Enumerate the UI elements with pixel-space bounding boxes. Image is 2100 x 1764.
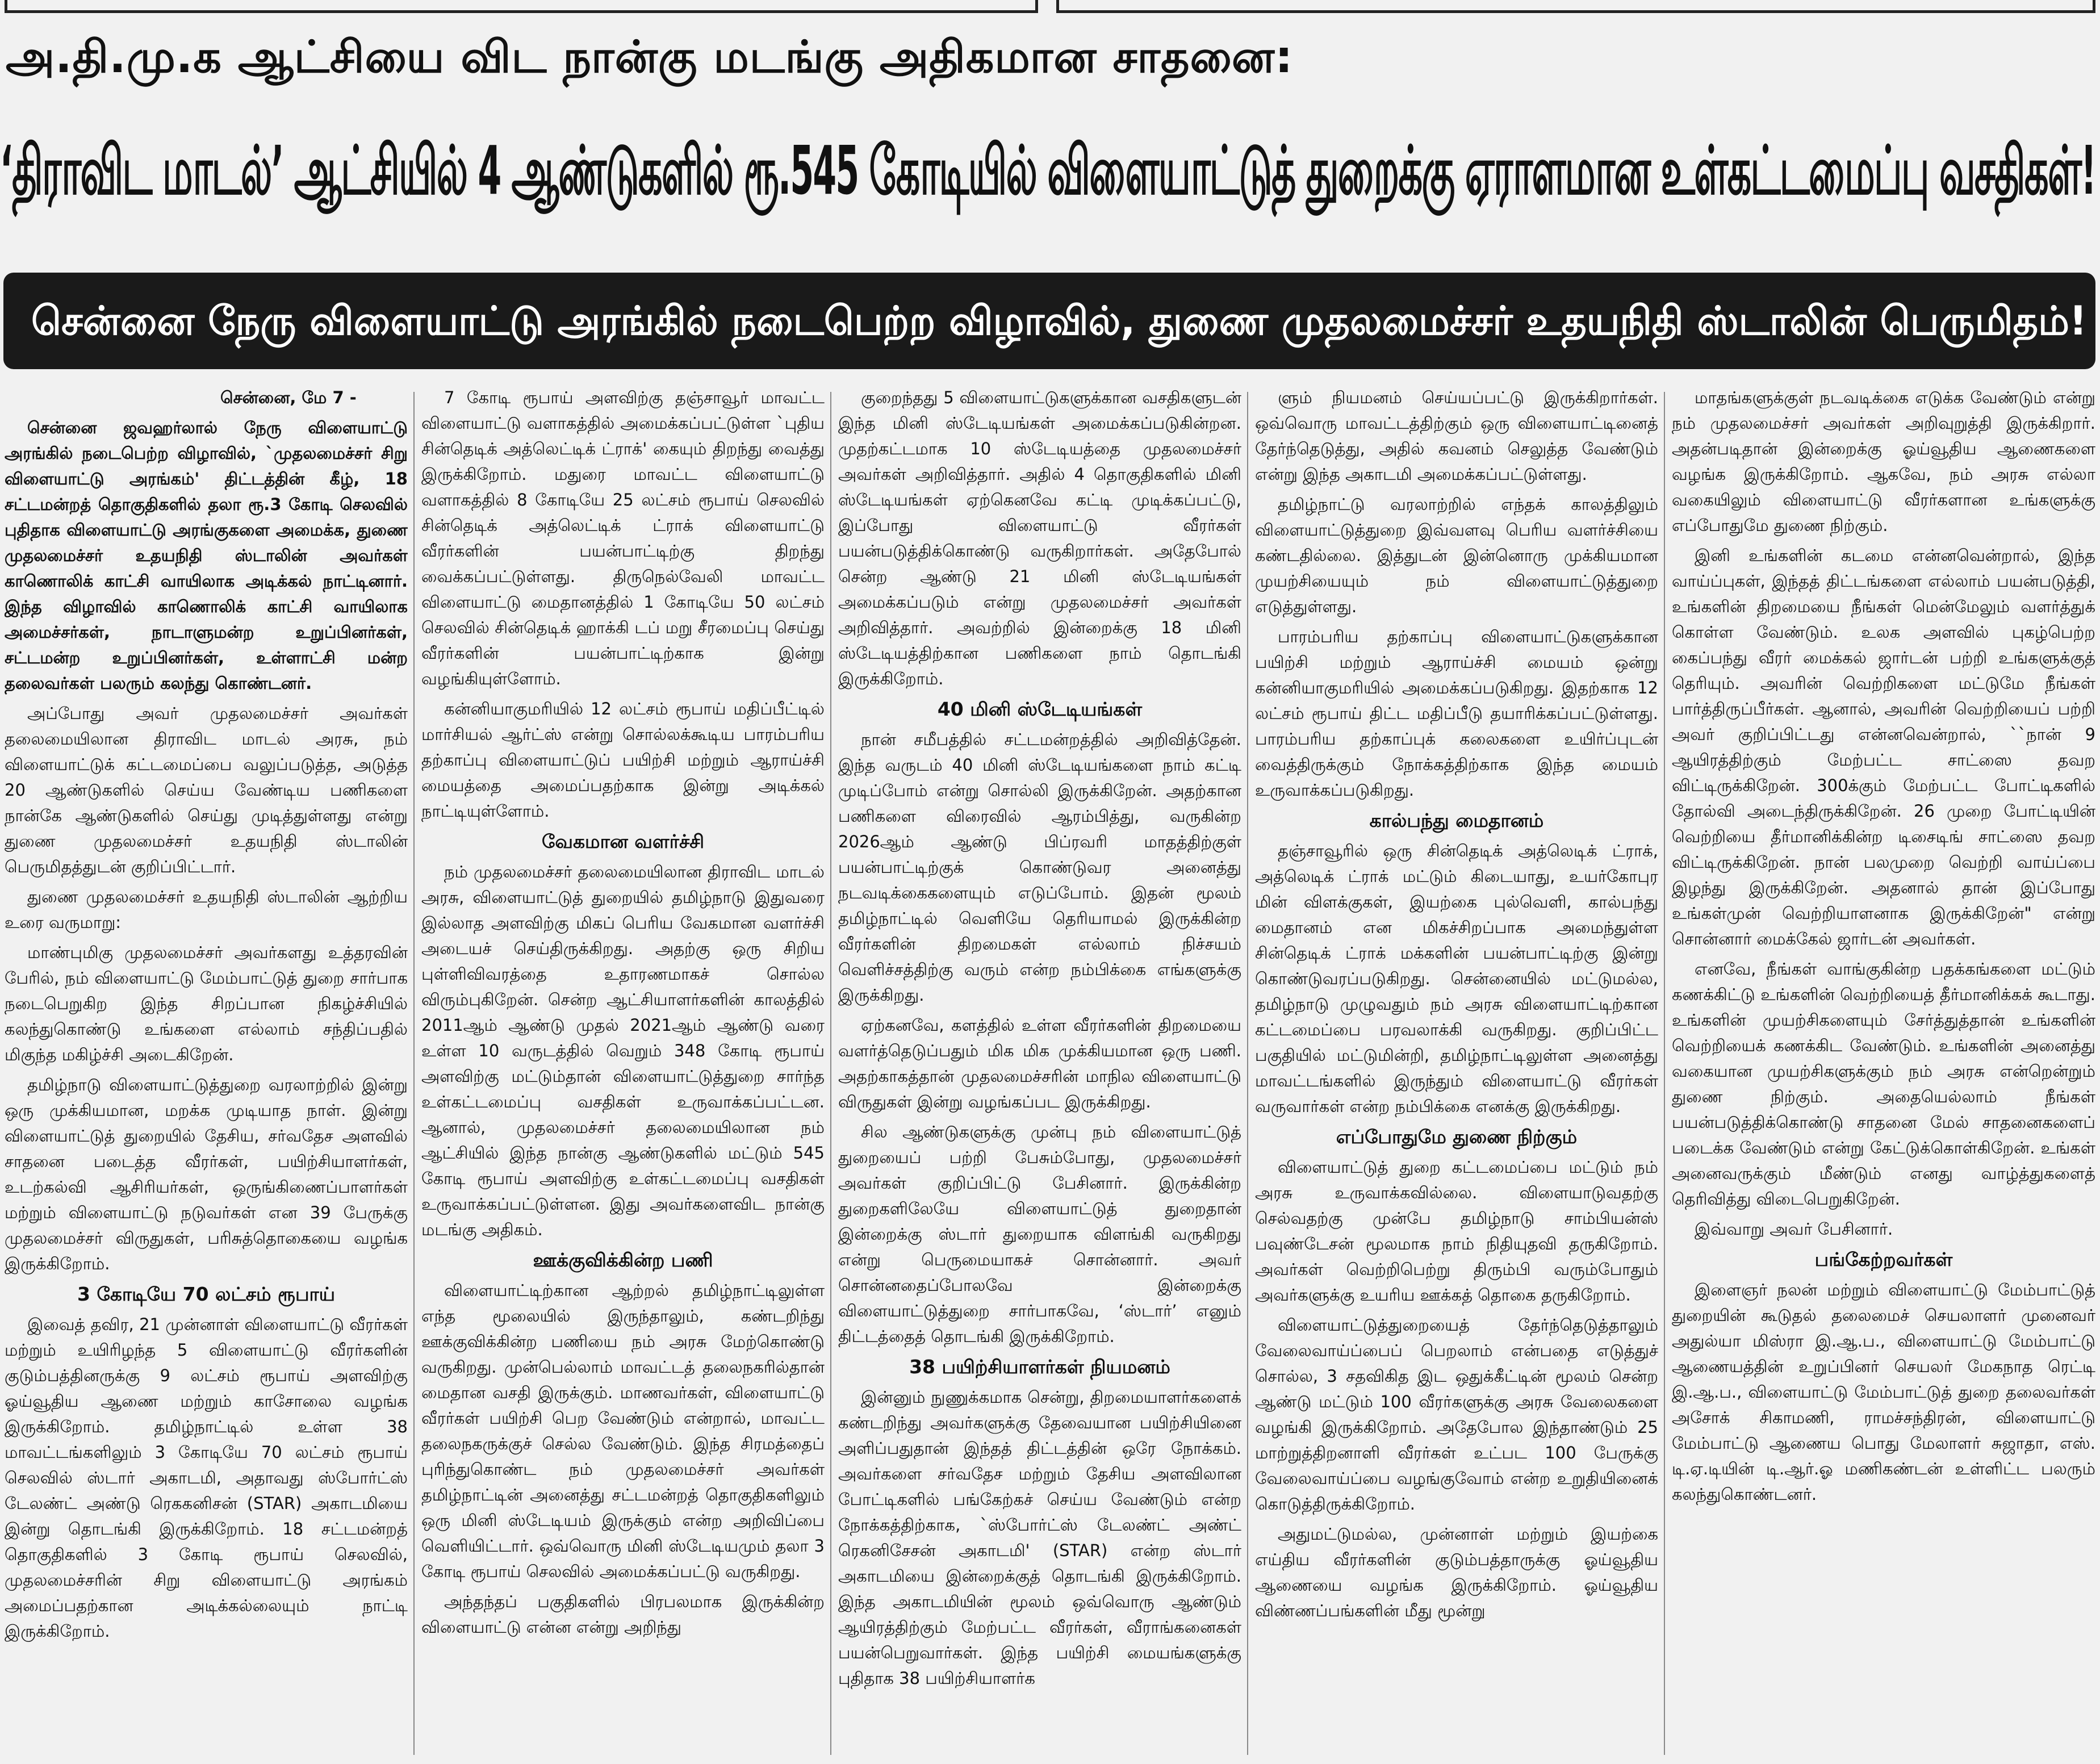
subheading: ஊக்குவிக்கின்ற பணி bbox=[533, 1249, 713, 1271]
subheading: 40 மினி ஸ்டேடியங்கள் bbox=[937, 698, 1143, 720]
paragraph: மாதங்களுக்குள் நடவடிக்கை எடுக்க வேண்டும் என்று நம் முதலமைச்சர் அவர்கள் அறிவுறுத்தி இருக்கிறார். அதன்படிதான் இன்றைக்கு ஓய்வூதிய ஆணைகளை வழங்க இருக்கிறோம். ஆகவே, நம் அரசு எல்லா வகையிலும் விளையாட்டு வீரர்களான உங்களுக்கு எப்போதுமே துணை நிற்கும். bbox=[1672, 388, 2095, 535]
column-rule bbox=[413, 392, 415, 1755]
subheading: 3 கோடியே 70 லட்சம் ரூபாய் bbox=[77, 1283, 336, 1305]
paragraph: இனி உங்களின் கடமை என்னவென்றால், இந்த வாய்ப்புகள், இந்தத் திட்டங்களை எல்லாம் பயன்படுத்தி, உங்களின் திறமையை நீங்கள் மென்மேலும் வளர்த்துக் கொள்ள வேண்டும். உலக அளவில் புகழ்பெற்ற கைப்பந்து வீரர் மைக்கல் ஜார்டன் பற்றி உங்களுக்குத் தெரியும். அவரின் வெற்றிகளை மட்டுமே நீங்கள் பார்த்திருப்பீர்கள். ஆனால், அவரின் வெற்றியைப் பற்றி அவர் குறிப்பிட்டது என்னவென்றால், ``நான் 9 ஆயிரத்திற்கும் மேற்பட்ட சாட்ஸை தவற விட்டிருக்கிறேன். 300க்கும் மேற்பட்ட போட்டிகளில் தோல்வி அடைந்திருக்கிறேன். 26 முறை போட்டியின் வெற்றியை தீர்மானிக்கின்ற டிசைடிங் சாட்ஸை தவற விட்டிருக்கிறேன். நான் பலமுறை வெற்றி வாய்ப்பை இழந்து இருக்கிறேன். அதனால் தான் இப்போது உங்கள்முன் வெற்றியாளனாக இருக்கிறேன்" என்று சொன்னார் மைக்கேல் ஜார்டன் அவர்கள். bbox=[1672, 546, 2095, 948]
article-column-1 bbox=[5, 385, 408, 1759]
paragraph: அதுமட்டுமல்ல, முன்னாள் மற்றும் இயற்கை எய்திய வீரர்களின் குடும்பத்தாருக்கு ஓய்வூதிய ஆணையை வழங்க இருக்கிறோம். ஓய்வூதிய விண்ணப்பங்களின் மீது மூன்று bbox=[1255, 1524, 1658, 1620]
paragraph: ஏற்கனவே, களத்தில் உள்ள வீரர்களின் திறமையை வளர்த்தெடுப்பதும் மிக மிக முக்கியமான ஒரு பணி. அதற்காகத்தான் முதலமைச்சரின் மாநில விளையாட்டு விருதுகள் இன்று வழங்கப்பட இருக்கிறது. bbox=[838, 1015, 1241, 1111]
paragraph: இவைத் தவிர, 21 முன்னாள் விளையாட்டு வீரர்கள் மற்றும் உயிரிழந்த 5 விளையாட்டு வீரர்களின் குடும்பத்தினருக்கு 9 லட்சம் ரூபாய் அளவிற்கு ஓய்வூதிய ஆணை மற்றும் காசோலை வழங்க இருக்கிறோம். தமிழ்நாட்டில் உள்ள 38 மாவட்டங்களிலும் 3 கோடியே 70 லட்சம் ரூபாய் செலவில் ஸ்டார் அகாடமி, அதாவது ஸ்போர்ட்ஸ் டேலண்ட் அண்டு ரெககனிசன் (STAR) அகாடமியை இன்று தொடங்கி இருக்கிறோம். 18 சட்டமன்றத் தொகுதிகளில் 3 கோடி ரூபாய் செலவில், முதலமைச்சரின் சிறு விளையாட்டு அரங்கம் அமைப்பதற்கான அடிக்கல்லையும் நாட்டி இருக்கிறோம். bbox=[5, 1315, 408, 1641]
subheading: பங்கேற்றவர்கள் bbox=[1814, 1248, 1953, 1270]
paragraph: பாரம்பரிய தற்காப்பு விளையாட்டுகளுக்கான பயிற்சி மற்றும் ஆராய்ச்சி மையம் ஒன்று கன்னியாகுமரியில் அமைக்கப்படுகிறது. இதற்காக 12 லட்சம் ரூபாய் திட்ட மதிப்பீடு தயாரிக்கப்பட்டுள்ளது. பாரம்பரிய தற்காப்புக் கலைகளை உயிர்ப்புடன் வைத்திருக்கும் நோக்கத்திற்காக இந்த மையம் உருவாக்கப்படுகிறது. bbox=[1255, 627, 1658, 800]
paragraph: தமிழ்நாடு விளையாட்டுத்துறை வரலாற்றில் இன்று ஒரு முக்கியமான, மறக்க முடியாத நாள். இன்று விளையாட்டுத் துறையில் தேசிய, சர்வதேச அளவில் சாதனை படைத்த வீரர்கள், பயிற்சியாளர்கள், உடற்கல்வி ஆசிரியர்கள், ஒருங்கிணைப்பாளர்கள் மற்றும் விளையாட்டு நடுவர்கள் என 39 பேருக்கு முதலமைச்சர் விருதுகள், பரிசுத்தொகையை வழங்க இருக்கிறோம். bbox=[5, 1075, 408, 1273]
main-headline: ‘திராவிட மாடல்’ ஆட்சியில் 4 ஆண்டுகளில் ரூ.545 கோடியில் விளையாட்டுத் துறைக்கு ஏராளமான உள்கட்டமைப்பு வசதிகள்! bbox=[0, 131, 2095, 210]
subheading: வேகமான வளர்ச்சி bbox=[541, 830, 705, 852]
paragraph: குறைந்தது 5 விளையாட்டுகளுக்கான வசதிகளுடன் இந்த மினி ஸ்டேடியங்கள் அமைக்கப்படுகின்றன. முதற்கட்டமாக 10 ஸ்டேடியத்தை முதலமைச்சர் அவர்கள் அறிவித்தார். அதில் 4 தொகுதிகளில் மினி ஸ்டேடியங்கள் ஏற்கெனவே கட்டி முடிக்கப்பட்டு, இப்போது விளையாட்டு வீரர்கள் பயன்படுத்திக்கொண்டு வருகிறார்கள். அதேபோல் சென்ற ஆண்டு 21 மினி ஸ்டேடியங்கள் அமைக்கப்படும் என்று முதலமைச்சர் அவர்கள் அறிவித்தார். அவற்றில் இன்றைக்கு 18 மினி ஸ்டேடியத்திற்கான பணிகளை நாம் தொடங்கி இருக்கிறோம். bbox=[838, 388, 1241, 688]
article-column-4 bbox=[1255, 385, 1658, 1759]
kicker-headline: அ.தி.மு.க ஆட்சியை விட நான்கு மடங்கு அதிகமான சாதனை: bbox=[6, 32, 1294, 83]
paragraph: விளையாட்டிற்கான ஆற்றல் தமிழ்நாட்டிலுள்ள எந்த மூலையில் இருந்தாலும், கண்டறிந்து ஊக்குவிக்கின்ற பணியை நம் அரசு மேற்கொண்டு வருகிறது. முன்பெல்லாம் மாவட்டத் தலைநகரில்தான் மைதான வசதி இருக்கும். மாணவர்கள், விளையாட்டு வீரர்கள் பயிற்சி பெற வேண்டும் என்றால், மாவட்ட தலைநகருக்குச் செல்ல வேண்டும். இந்த சிரமத்தைப் புரிந்துகொண்ட நம் முதலமைச்சர் அவர்கள் தமிழ்நாட்டின் அனைத்து சட்டமன்றத் தொகுதிகளிலும் ஒரு மினி ஸ்டேடியம் இருக்கும் என்ற அறிவிப்பை வெளியிட்டார். ஒவ்வொரு மினி ஸ்டேடியமும் தலா 3 கோடி ரூபாய் செலவில் அமைக்கப்பட்டு வருகிறது. bbox=[421, 1281, 825, 1581]
paragraph: சில ஆண்டுகளுக்கு முன்பு நம் விளையாட்டுத் துறையைப் பற்றி பேசும்போது, முதலமைச்சர் அவர்கள் குறிப்பிட்டு பேசினார். இருக்கின்ற துறைகளிலேயே விளையாட்டுத் துறைதான் இன்றைக்கு ஸ்டார் துறையாக விளங்கி வருகிறது என்று பெருமையாகச் சொன்னார். அவர் சொன்னதைப்போலவே இன்றைக்கு விளையாட்டுத்துறை சார்பாகவே, ‘ஸ்டார்’ எனும் திட்டத்தைத் தொடங்கி இருக்கிறோம். bbox=[838, 1122, 1241, 1346]
paragraph: தஞ்சாவூரில் ஒரு சின்தெடிக் அத்லெடிக் ட்ராக், அத்லெடிக் ட்ராக் மட்டும் கிடையாது, உயர்கோபுர மின் விளக்குகள், இயற்கை புல்வெளி, கால்பந்து மைதானம் என மிகச்சிறப்பாக அமைந்துள்ள சின்தெடிக் ட்ராக் மக்களின் பயன்பாட்டிற்கு இன்று கொண்டுவரப்படுகிறது. சென்னையில் மட்டுமல்ல, தமிழ்நாடு முழுவதும் நம் அரசு விளையாட்டிற்கான கட்டமைப்பை பரவலாக்கி வருகிறது. குறிப்பிட்ட பகுதியில் மட்டுமின்றி, தமிழ்நாட்டிலுள்ள அனைத்து மாவட்டங்களில் இருந்தும் விளையாட்டு வீரர்கள் வருவார்கள் என்ற நம்பிக்கை எனக்கு இருக்கிறது. bbox=[1255, 841, 1658, 1116]
sub-headline-text: சென்னை நேரு விளையாட்டு அரங்கில் நடைபெற்ற விழாவில், துணை முதலமைச்சர் உதயநிதி ஸ்டாலின் பெருமிதம்! bbox=[31, 298, 2087, 344]
paragraph: இவ்வாறு அவர் பேசினார். bbox=[1695, 1219, 1893, 1239]
dateline: சென்னை, மே 7 - bbox=[220, 388, 357, 407]
subheading: 38 பயிற்சியாளர்கள் நியமனம் bbox=[909, 1356, 1170, 1378]
article-column-5 bbox=[1672, 385, 2095, 1759]
subheading: எப்போதுமே துணை நிற்கும் bbox=[1336, 1126, 1578, 1148]
paragraph: எனவே, நீங்கள் வாங்குகின்ற பதக்கங்களை மட்டும் கணக்கிட்டு உங்களின் வெற்றியைத் தீர்மானிக்கக் கூடாது. உங்களின் முயற்சிகளையும் சேர்த்துத்தான் உங்களின் வெற்றியைக் கணக்கிட வேண்டும். உங்களின் அனைத்து வகையான முயற்சிகளுக்கும் நம் அரசு என்றென்றும் துணை நிற்கும். அதையெல்லாம் நீங்கள் பயன்படுத்திக்கொண்டு சாதனை மேல் சாதனைகளைப் படைக்க வேண்டும் என்று கேட்டுக்கொள்கிறேன். உங்கள் அனைவருக்கும் மீண்டும் எனது வாழ்த்துகளைத் தெரிவித்து விடைபெறுகிறேன். bbox=[1672, 959, 2095, 1209]
paragraph: விளையாட்டுத்துறையைத் தேர்ந்தெடுத்தாலும் வேலைவாய்ப்பைப் பெறலாம் என்பதை எடுத்துச் சொல்ல, 3 சதவிகித இட ஒதுக்கீட்டின் மூலம் சென்ற ஆண்டு மட்டும் 100 வீரர்களுக்கு அரசு வேலைகளை வழங்கி இருக்கிறோம். அதேபோல இந்தாண்டும் 25 மாற்றுத்திறனாளி வீரர்கள் உட்பட 100 பேருக்கு வேலைவாய்ப்பை வழங்குவோம் என்ற உறுதியினைக் கொடுத்திருக்கிறோம். bbox=[1255, 1315, 1658, 1514]
paragraph: இன்னும் நுணுக்கமாக சென்று, திறமையாளர்களைக் கண்டறிந்து அவர்களுக்கு தேவையான பயிற்சியினை அளிப்பதுதான் இந்தத் திட்டத்தின் ஒரே நோக்கம். அவர்களை சர்வதேச மற்றும் தேசிய அளவிலான போட்டிகளில் பங்கேற்கச் செய்ய வேண்டும் என்ற நோக்கத்திற்காக, `ஸ்போர்ட்ஸ் டேலண்ட் அண்ட் ரெகனிசேசன் அகாடமி' (STAR) என்ற ஸ்டார் அகாடமியை இன்றைக்குத் தொடங்கி இருக்கிறோம். இந்த அகாடமியின் மூலம் ஒவ்வொரு ஆண்டும் ஆயிரத்திற்கும் மேற்பட்ட வீரர்கள், வீராங்கனைகள் பயன்பெறுவார்கள். இந்த பயிற்சி மையங்களுக்கு புதிதாக 38 பயிற்சியாளர்க bbox=[838, 1387, 1241, 1688]
paragraph: விளையாட்டுத் துறை கட்டமைப்பை மட்டும் நம் அரசு உருவாக்கவில்லை. விளையாடுவதற்கு செல்வதற்கு முன்பே தமிழ்நாடு சாம்பியன்ஸ் பவுண்டேசன் மூலமாக நாம் நிதியுதவி தருகிறோம். அவர்கள் வெற்றிபெற்று திரும்பி வரும்போதும் அவர்களுக்கு உயரிய ஊக்கத் தொகை தருகிறோம். bbox=[1255, 1157, 1658, 1305]
subheading: கால்பந்து மைதானம் bbox=[1369, 809, 1544, 831]
paragraph: அந்தந்தப் பகுதிகளில் பிரபலமாக இருக்கின்ற விளையாட்டு என்ன என்று அறிந்து bbox=[421, 1592, 825, 1637]
paragraph: தமிழ்நாட்டு வரலாற்றில் எந்தக் காலத்திலும் விளையாட்டுத்துறை இவ்வளவு பெரிய வளர்ச்சியை கண்டதில்லை. இத்துடன் இன்னொரு முக்கியமான முயற்சியையும் நம் விளையாட்டுத்துறை எடுத்துள்ளது. bbox=[1255, 495, 1658, 616]
article-column-2 bbox=[421, 385, 825, 1759]
article-column-3 bbox=[838, 385, 1241, 1759]
paragraph: கன்னியாகுமரியில் 12 லட்சம் ரூபாய் மதிப்பீட்டில் மார்சியல் ஆர்ட்ஸ் என்று சொல்லக்கூடிய பாரம்பரிய தற்காப்பு விளையாட்டுப் பயிற்சி மற்றும் ஆராய்ச்சி மையத்தை அமைப்பதற்காக இன்று அடிக்கல் நாட்டியுள்ளோம். bbox=[421, 699, 825, 821]
column-rule bbox=[1664, 392, 1665, 1755]
lead-paragraph: சென்னை ஜவஹர்லால் நேரு விளையாட்டு அரங்கில் நடைபெற்ற விழாவில், `முதலமைச்சர் சிறு விளையாட்டு அரங்கம்' திட்டத்தின் கீழ், 18 சட்டமன்றத் தொகுதிகளில் தலா ரூ.3 கோடி செலவில் புதிதாக விளையாட்டு அரங்குகளை அமைக்க, துணை முதலமைச்சர் உதயநிதி ஸ்டாலின் அவர்கள் காணொலிக் காட்சி வாயிலாக அடிக்கல் நாட்டினார். இந்த விழாவில் காணொலிக் காட்சி வாயிலாக அமைச்சர்கள், நாடாளுமன்ற உறுப்பினர்கள், சட்டமன்ற உறுப்பினர்கள், உள்ளாட்சி மன்ற தலைவர்கள் பலரும் கலந்து கொண்டனர். bbox=[5, 418, 408, 693]
paragraph: நம் முதலமைச்சர் தலைமையிலான திராவிட மாடல் அரசு, விளையாட்டுத் துறையில் தமிழ்நாடு இதுவரை இல்லாத அளவிற்கு மிகப் பெரிய வேகமான வளர்ச்சி அடையச் செய்திருக்கிறது. அதற்கு ஒரு சிறிய புள்ளிவிவரத்தை உதாரணமாகச் சொல்ல விரும்புகிறேன். சென்ற ஆட்சியாளர்களின் காலத்தில் 2011ஆம் ஆண்டு முதல் 2021ஆம் ஆண்டு வரை உள்ள 10 வருடத்தில் வெறும் 348 கோடி ரூபாய் அளவிற்கு மட்டும்தான் விளையாட்டுத்துறை சார்ந்த உள்கட்டமைப்பு வசதிகள் உருவாக்கப்பட்டன. ஆனால், முதலமைச்சர் தலைமையிலான நம் ஆட்சியில் இந்த நான்கு ஆண்டுகளில் மட்டும் 545 கோடி ரூபாய் அளவிற்கு உள்கட்டமைப்பு வசதிகள் உருவாக்கப்பட்டுள்ளன. இது அவர்களைவிட நான்கு மடங்கு அதிகம். bbox=[421, 862, 825, 1239]
paragraph: துணை முதலமைச்சர் உதயநிதி ஸ்டாலின் ஆற்றிய உரை வருமாறு: bbox=[5, 887, 408, 932]
top-box-right bbox=[1056, 0, 2095, 13]
column-rule bbox=[1247, 392, 1248, 1755]
paragraph: மாண்புமிகு முதலமைச்சர் அவர்களது உத்தரவின் பேரில், நம் விளையாட்டு மேம்பாட்டுத் துறை சார்பாக நடைபெறுகிற இந்த சிறப்பான நிகழ்ச்சியில் கலந்துகொண்டு உங்களை எல்லாம் சந்திப்பதில் மிகுந்த மகிழ்ச்சி அடைகிறேன். bbox=[5, 943, 408, 1064]
column-rule bbox=[830, 392, 831, 1755]
paragraph: அப்போது அவர் முதலமைச்சர் அவர்கள் தலைமையிலான திராவிட மாடல் அரசு, நம் விளையாட்டுக் கட்டமைப்பை வலுப்படுத்த, அடுத்த 20 ஆண்டுகளில் செய்ய வேண்டிய பணிகளை நான்கே ஆண்டுகளில் செய்து முடித்துள்ளது என்று துணை முதலமைச்சர் உதயநிதி ஸ்டாலின் பெருமிதத்துடன் குறிப்பிட்டார். bbox=[5, 704, 408, 876]
paragraph: நான் சமீபத்தில் சட்டமன்றத்தில் அறிவித்தேன். இந்த வருடம் 40 மினி ஸ்டேடியங்களை நாம் கட்டி முடிப்போம் என்று சொல்லி இருக்கிறேன். அதற்கான பணிகளை விரைவில் ஆரம்பித்து, வருகின்ற 2026ஆம் ஆண்டு பிப்ரவரி மாதத்திற்குள் பயன்பாட்டிற்குக் கொண்டுவர அனைத்து நடவடிக்கைகளையும் எடுப்போம். இதன் மூலம் தமிழ்நாட்டில் வெளியே தெரியாமல் இருக்கின்ற வீரர்களின் திறமைகள் எல்லாம் நிச்சயம் வெளிச்சத்திற்கு வரும் என்ற நம்பிக்கை எங்களுக்கு இருக்கிறது. bbox=[838, 730, 1241, 1005]
top-box-left bbox=[5, 0, 1038, 13]
paragraph: இளைஞர் நலன் மற்றும் விளையாட்டு மேம்பாட்டுத் துறையின் கூடுதல் தலைமைச் செயலாளர் முனைவர் அதுல்யா மிஸ்ரா இ.ஆ.ப., விளையாட்டு மேம்பாட்டு ஆணையத்தின் உறுப்பினர் செயலர் மேகநாத ரெட்டி இ.ஆ.ப., விளையாட்டு மேம்பாட்டுத் துறை தலைவர்கள் அசோக் சிகாமணி, ராமச்சந்திரன், விளையாட்டு மேம்பாட்டு ஆணைய பொது மேலாளர் சுஜாதா, எஸ். டி.ஏ.டியின் டி.ஆர்.ஓ மணிகண்டன் உள்ளிட்ட பலரும் கலந்துகொண்டனர். bbox=[1672, 1280, 2095, 1504]
sub-headline-banner bbox=[3, 273, 2095, 369]
paragraph: 7 கோடி ரூபாய் அளவிற்கு தஞ்சாவூர் மாவட்ட விளையாட்டு வளாகத்தில் அமைக்கப்பட்டுள்ள `புதிய சின்தெடிக் அத்லெட்டிக் ட்ராக்' கையும் திறந்து வைத்து இருக்கிறோம். மதுரை மாவட்ட விளையாட்டு வளாகத்தில் 8 கோடியே 25 லட்சம் ரூபாய் செலவில் சின்தெடிக் அத்லெட்டிக் ட்ராக் விளையாட்டு வீரர்களின் பயன்பாட்டிற்கு திறந்து வைக்கப்பட்டுள்ளது. திருநெல்வேலி மாவட்ட விளையாட்டு மைதானத்தில் 1 கோடியே 50 லட்சம் செலவில் சின்தெடிக் ஹாக்கி டப் மறு சீரமைப்பு செய்து வீரர்களின் பயன்பாட்டிற்காக இன்று வழங்கியுள்ளோம். bbox=[421, 388, 825, 688]
paragraph: ளும் நியமனம் செய்யப்பட்டு இருக்கிறார்கள். ஒவ்வொரு மாவட்டத்திற்கும் ஒரு விளையாட்டினைத் தேர்ந்தெடுத்து, அதில் கவனம் செலுத்த வேண்டும் என்று இந்த அகாடமி அமைக்கப்பட்டுள்ளது. bbox=[1255, 388, 1658, 484]
